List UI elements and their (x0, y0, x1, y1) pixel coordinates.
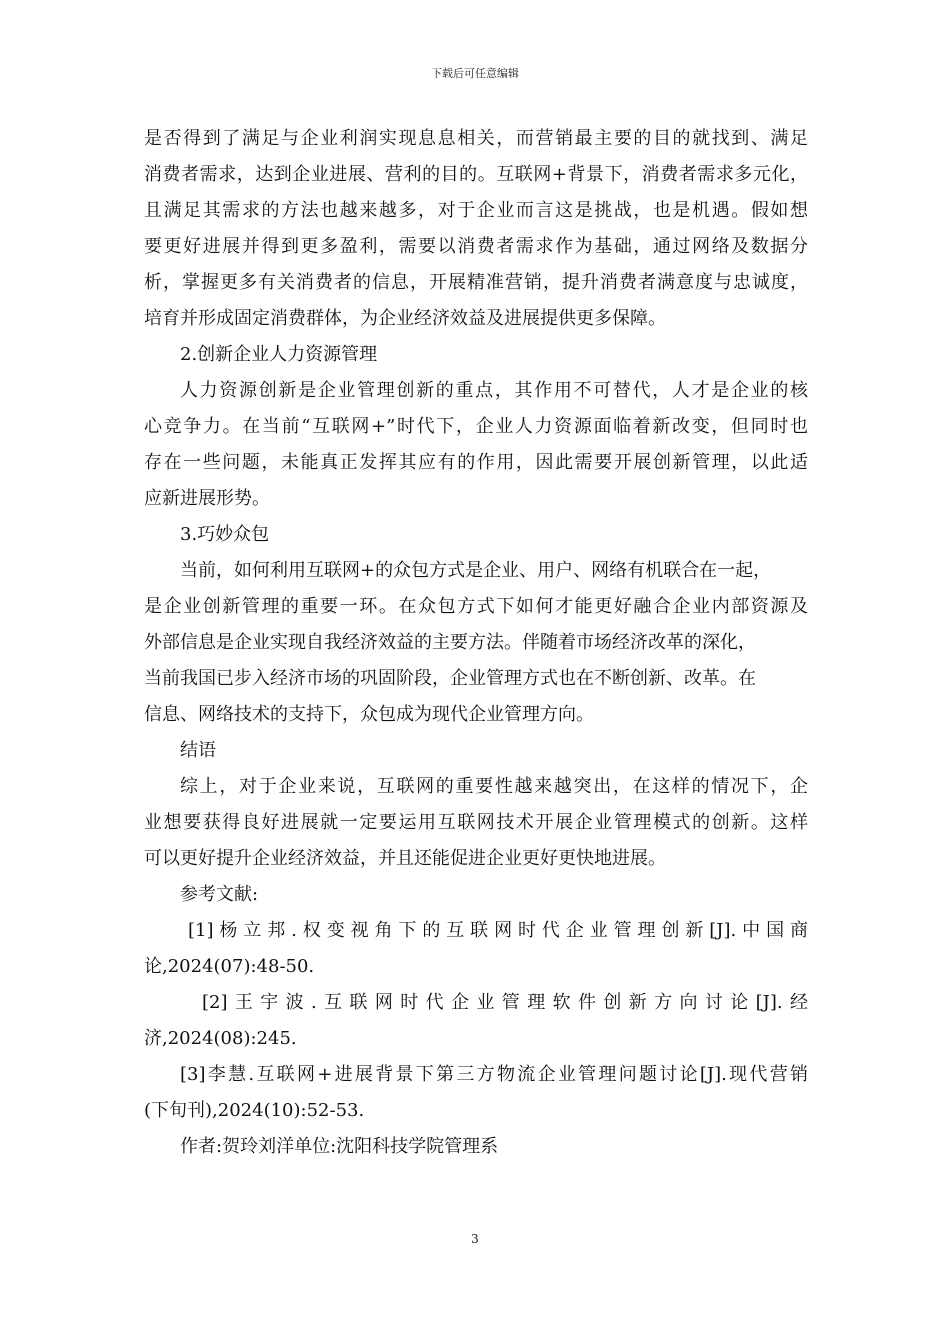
text-line: 业想要获得良好进展就一定要运用互联网技术开展企业管理模式的创新。这样 (144, 812, 808, 833)
text-line: 是否得到了满足与企业利润实现息息相关，而营销最主要的目的就找到、满足 (144, 128, 808, 149)
text-line: 心竞争力。在当前“互联网+”时代下，企业人力资源面临着新改变，但同时也 (144, 416, 808, 437)
reference-item: [3]李慧.互联网+进展背景下第三方物流企业管理问题讨论[J].现代营销 (180, 1064, 808, 1085)
text-line: 外部信息是企业实现自我经济效益的主要方法。伴随着市场经济改革的深化， (144, 632, 756, 653)
text-line: 消费者需求，达到企业进展、营利的目的。互联网+背景下，消费者需求多元化， (144, 164, 808, 185)
reference-item-continued: (下旬刊),2024(10):52-53. (144, 1100, 365, 1121)
reference-item: [2]王宇波.互联网时代企业管理软件创新方向讨论[J].经 (202, 992, 808, 1013)
text-line: 可以更好提升企业经济效益，并且还能促进企业更好更快地进展。 (144, 848, 666, 869)
reference-item: [1]杨立邦.权变视角下的互联网时代企业管理创新[J].中国商 (188, 920, 808, 941)
text-line: 培育并形成固定消费群体，为企业经济效益及进展提供更多保障。 (144, 308, 666, 329)
page-number: 3 (471, 1232, 479, 1246)
text-line: 当前我国已步入经济市场的巩固阶段，企业管理方式也在不断创新、改革。在 (144, 668, 756, 689)
text-line: 人力资源创新是企业管理创新的重点，其作用不可替代，人才是企业的核 (180, 380, 808, 401)
text-line: 是企业创新管理的重要一环。在众包方式下如何才能更好融合企业内部资源及 (144, 596, 808, 617)
text-line: 析，掌握更多有关消费者的信息，开展精准营销，提升消费者满意度与忠诚度， (144, 272, 808, 293)
section-heading: 3.巧妙众包 (180, 524, 270, 545)
author-info: 作者:贺玲刘洋单位:沈阳科技学院管理系 (180, 1136, 499, 1157)
section-heading: 结语 (180, 740, 216, 761)
body-text (144, 121, 808, 1165)
page-header-note: 下载后可任意编辑 (431, 67, 519, 80)
section-heading: 2.创新企业人力资源管理 (180, 344, 378, 365)
reference-item-continued: 论,2024(07):48-50. (144, 956, 315, 977)
text-line: 应新进展形势。 (144, 488, 270, 509)
text-line: 综上，对于企业来说，互联网的重要性越来越突出，在这样的情况下，企 (180, 776, 808, 797)
reference-item-continued: 济,2024(08):245. (144, 1028, 297, 1049)
references-heading: 参考文献: (180, 884, 259, 905)
text-line: 且满足其需求的方法也越来越多，对于企业而言这是挑战，也是机遇。假如想 (144, 200, 808, 221)
text-line: 要更好进展并得到更多盈利，需要以消费者需求作为基础，通过网络及数据分 (144, 236, 808, 257)
text-line: 存在一些问题，未能真正发挥其应有的作用，因此需要开展创新管理，以此适 (144, 452, 808, 473)
text-line: 当前，如何利用互联网+的众包方式是企业、用户、网络有机联合在一起， (180, 560, 772, 581)
text-line: 信息、网络技术的支持下，众包成为现代企业管理方向。 (144, 704, 594, 725)
